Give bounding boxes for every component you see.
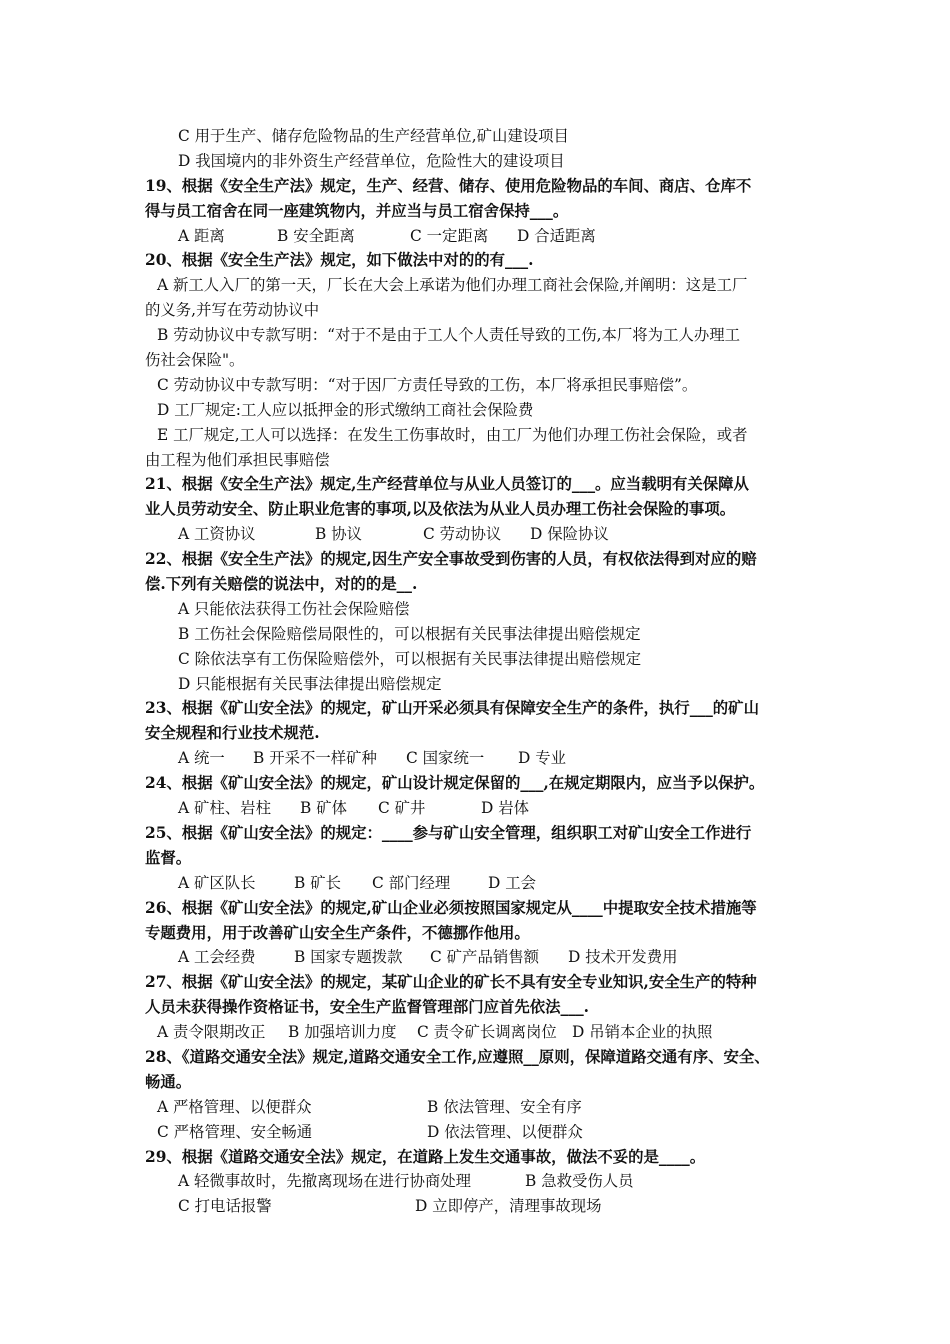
question-27: 27、根据《矿山安全法》的规定，某矿山企业的矿长不具有安全专业知识,安全生产的特种 xyxy=(145,973,757,992)
options-row-26 xyxy=(145,945,825,970)
options-row-28a xyxy=(145,1095,825,1120)
option: A 责令限期改正 xyxy=(157,1023,266,1042)
option: A 工资协议 xyxy=(178,525,256,544)
option: B 国家专题拨款 xyxy=(294,948,403,967)
question-28: 28、《道路交通安全法》规定,道路交通安全工作,应遵照__原则，保障道路交通有序、安全、 xyxy=(145,1047,770,1066)
question-24: 24、根据《矿山安全法》的规定，矿山设计规定保留的___,在规定期限内，应当予以保护。 xyxy=(145,774,765,793)
option-line: A 新工人入厂的第一天，厂长在大会上承诺为他们办理工商社会保险,并阐明：这是工厂 xyxy=(157,276,748,295)
option-line-cont: 伤社会保险"。 xyxy=(145,351,245,370)
option: A 严格管理、以便群众 xyxy=(157,1097,312,1116)
option: B 依法管理、安全有序 xyxy=(427,1097,582,1116)
question-23: 23、根据《矿山安全法》的规定，矿山开采必须具有保障安全生产的条件，执行___的矿山 xyxy=(145,699,759,718)
options-row-23 xyxy=(145,746,825,771)
option: C 部门经理 xyxy=(372,873,451,892)
option-line: E 工厂规定,工人可以选择：在发生工伤事故时，由工厂为他们办理工伤社会保险，或者 xyxy=(157,425,748,444)
question-27-cont: 人员未获得操作资格证书，安全生产监督管理部门应首先依法___. xyxy=(145,998,589,1017)
question-26-cont: 专题费用，用于改善矿山安全生产条件，不德挪作他用。 xyxy=(145,923,530,942)
question-21: 21、根据《安全生产法》规定,生产经营单位与从业人员签订的___。应当载明有关保障从 xyxy=(145,475,749,494)
option: C 严格管理、安全畅通 xyxy=(157,1122,313,1141)
question-22: 22、根据《安全生产法》的规定,因生产安全事故受到伤害的人员，有权依法得到对应的赔 xyxy=(145,550,757,569)
question-28-cont: 畅通。 xyxy=(145,1072,192,1091)
option: B 协议 xyxy=(315,525,362,544)
options-row-21 xyxy=(145,522,825,547)
question-25: 25、根据《矿山安全法》的规定：____参与矿山安全管理，组织职工对矿山安全工作进行 xyxy=(145,823,752,842)
option: D 立即停产，清理事故现场 xyxy=(415,1197,602,1216)
option-line: D 我国境内的非外资生产经营单位，危险性大的建设项目 xyxy=(178,151,565,170)
option: C 责令矿长调离岗位 xyxy=(417,1023,557,1042)
option: D 吊销本企业的执照 xyxy=(572,1023,713,1042)
question-20: 20、根据《安全生产法》规定，如下做法中对的的有___. xyxy=(145,251,534,270)
option-line: B 劳动协议中专款写明：“对于不是由于工人个人责任导致的工伤,本厂将为工人办理工 xyxy=(157,326,741,345)
options-row-29a xyxy=(145,1169,825,1194)
question-26: 26、根据《矿山安全法》的规定,矿山企业必须按照国家规定从____中提取安全技术措施等 xyxy=(145,898,757,917)
question-19-cont: 得与员工宿舍在同一座建筑物内，并应当与员工宿舍保持___。 xyxy=(145,201,569,220)
option: C 打电话报警 xyxy=(178,1197,272,1216)
option-line-cont: 的义务,并写在劳动协议中 xyxy=(145,301,320,320)
option: D 岩体 xyxy=(481,799,530,818)
option: C 矿井 xyxy=(378,799,426,818)
question-21-cont: 业人员劳动安全、防止职业危害的事项,以及依法为从业人员办理工伤社会保险的事项。 xyxy=(145,500,736,519)
option: D 工会 xyxy=(488,873,537,892)
option: B 急救受伤人员 xyxy=(525,1172,634,1191)
option-line: A 只能依法获得工伤社会保险赔偿 xyxy=(178,599,410,618)
question-19: 19、根据《安全生产法》规定，生产、经营、储存、使用危险物品的车间、商店、仓库不 xyxy=(145,176,752,195)
option: B 开采不一样矿种 xyxy=(253,749,377,768)
option-line: C 用于生产、储存危险物品的生产经营单位,矿山建设项目 xyxy=(178,127,569,145)
question-22-cont: 偿.下列有关赔偿的说法中，对的的是__. xyxy=(145,575,418,594)
option-line: B 工伤社会保险赔偿局限性的，可以根据有关民事法律提出赔偿规定 xyxy=(178,624,641,643)
option: C 矿产品销售额 xyxy=(430,948,540,967)
option: A 距离 xyxy=(178,226,225,245)
options-row-29b xyxy=(145,1194,825,1219)
options-row-28b xyxy=(145,1120,825,1145)
option: A 矿区队长 xyxy=(178,873,256,892)
options-row-27 xyxy=(145,1020,825,1045)
option: C 劳动协议 xyxy=(423,525,502,544)
options-row-19 xyxy=(145,224,825,249)
option: C 一定距离 xyxy=(410,226,489,245)
option: B 矿体 xyxy=(300,799,347,818)
option: B 加强培训力度 xyxy=(288,1023,397,1042)
option: A 工会经费 xyxy=(178,948,256,967)
question-29: 29、根据《道路交通安全法》规定，在道路上发生交通事故，做法不妥的是____。 xyxy=(145,1147,706,1166)
question-23-cont: 安全规程和行业技术规范. xyxy=(145,724,320,743)
option-line-cont: 由工程为他们承担民事赔偿 xyxy=(145,450,330,469)
option: D 保险协议 xyxy=(530,525,609,544)
option: D 技术开发费用 xyxy=(568,948,678,967)
option-line: D 只能根据有关民事法律提出赔偿规定 xyxy=(178,674,442,693)
option: A 统一 xyxy=(178,749,225,768)
option: A 矿柱、岩柱 xyxy=(178,799,271,818)
option: C 国家统一 xyxy=(406,749,485,768)
option-line: C 除依法享有工伤保险赔偿外，可以根据有关民事法律提出赔偿规定 xyxy=(178,649,641,668)
options-row-24 xyxy=(145,796,825,821)
question-25-cont: 监督。 xyxy=(145,848,192,867)
option-line: C 劳动协议中专款写明：“对于因厂方责任导致的工伤，本厂将承担民事赔偿”。 xyxy=(157,375,698,394)
option: D 合适距离 xyxy=(517,226,596,245)
option: A 轻微事故时，先撤离现场在进行协商处理 xyxy=(178,1172,472,1191)
options-row-25 xyxy=(145,871,825,896)
option: B 安全距离 xyxy=(277,226,355,245)
option: D 专业 xyxy=(518,749,567,768)
option: B 矿长 xyxy=(294,873,341,892)
option: D 依法管理、以便群众 xyxy=(427,1122,583,1141)
document-body xyxy=(145,124,825,1219)
option-line: D 工厂规定:工人应以抵押金的形式缴纳工商社会保险费 xyxy=(157,400,534,419)
